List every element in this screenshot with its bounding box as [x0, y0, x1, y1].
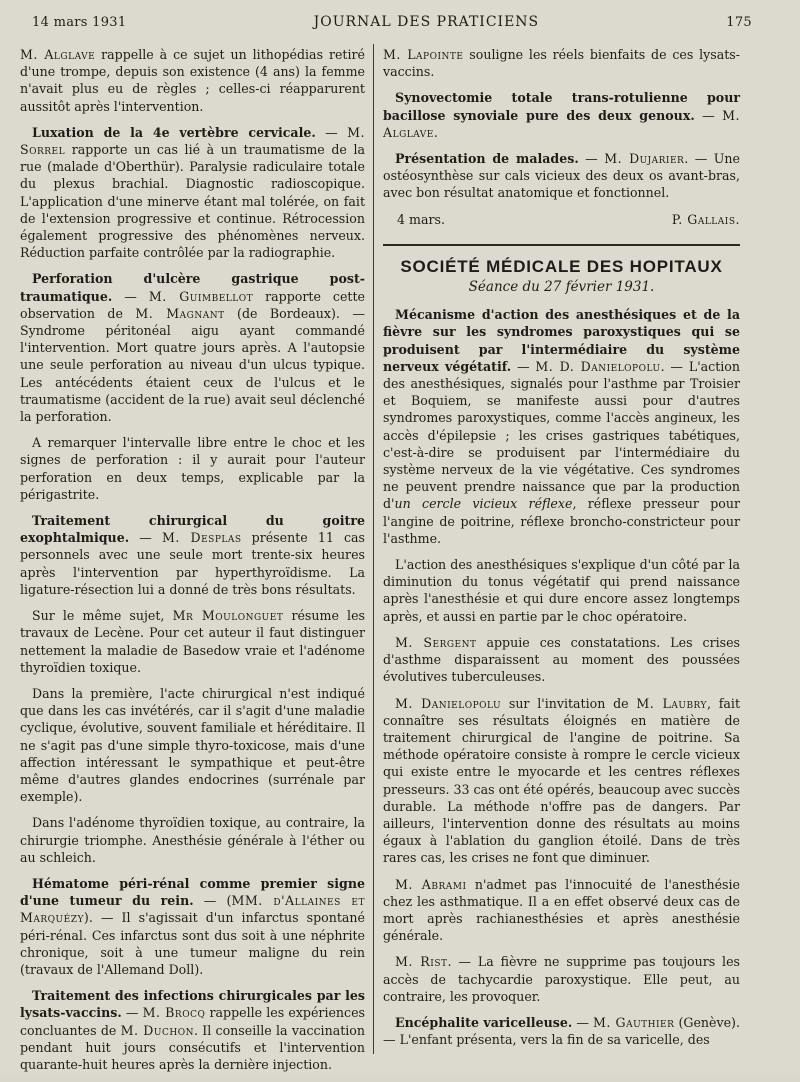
paragraph-encephalite: Encéphalite varicelleuse. — M. Gauthier (Genève). — L'enfant présenta, vers la fin de sa varicelle, des	[383, 1014, 740, 1048]
paragraph-abrami: M. Abrami n'admet pas l'innocuité de l'anesthésie chez les asthmatique. Il a en effet observé deux cas de mort après rachianesthésies et après anesthésie générale.	[383, 876, 740, 944]
section-heading: Luxation de la 4e vertèbre cervicale.	[32, 124, 316, 140]
paragraph-mecanisme: Mécanisme d'action des anesthésiques et de la fièvre sur les syndromes paroxystiques qui se produisent par l'intermédiaire du système nerveux végétatif. — M. D. Danielopolu. — L'action des anesthésiques, signalés pour l'asthme par Troisier et Boquiem, se manifeste aussi pour d'autres syndromes paroxystiques, comme l'accès angineux, les accès d'épilepsie ; les crises gastriques tabétiques, c'est-à-dire se produisent par l'intermédiaire du système nerveux de la vie végétative. Ces syndromes ne peuvent prendre naissance que par la production d'un cercle vicieux réflexe, réflexe presseur pour l'angine de poitrine, réflexe broncho-constricteur pour l'asthme.	[383, 307, 740, 546]
section-heading: Traitement chirurgical du goitre exophtalmique.	[20, 513, 365, 546]
right-column	[383, 46, 740, 1057]
paragraph-hematome: Hématome péri-rénal comme premier signe d'une tumeur du rein. — (MM. d'Allaines et Marquézy). — Il s'agissait d'un infarctus spontané péri-rénal. Ces infarctus sont dus soit à une néphrite chronique, soit à une tumeur maligne du rein (travaux de l'Allemand Doll).	[20, 875, 365, 977]
signature-date: 4 mars.	[397, 211, 445, 227]
paragraph-lysats: Traitement des infections chirurgicales par les lysats-vaccins. — M. Brocq rappelle les expériences concluantes de M. Duchon. Il conseille la vaccination pendant huit jours consécutifs et l'intervention quarante-huit heures après la dernière injection.	[20, 988, 366, 1072]
signature-line	[383, 211, 740, 228]
paragraph-rist: M. Rist. — La fièvre ne supprime pas toujours les accès de tachycardie paroxystique. Elle peut, au contraire, les provoquer.	[383, 954, 741, 1004]
paragraph-presentation: Présentation de malades. — M. Dujarier. — Une ostéosynthèse sur cals vicieux des deux os avant-bras, avec bon résultat anatomique et fonctionnel.	[383, 151, 740, 201]
section-rule	[383, 244, 740, 246]
section-heading: Présentation de malades.	[395, 151, 579, 167]
paragraph-danielopolu: M. Danielopolu sur l'invitation de M. Laubry, fait connaître ses résultats éloignés en matière de traitement chirurgical de l'angine de poitrine. Sa méthode opératoire consiste à rompre le cercle vicieux qui existe entre le myocarde et les centres réflexes presseurs. 33 cas ont été opérés, beaucoup avec succès durable. La méthode n'offre pas de dangers. Par ailleurs, l'intervention donne des résultats au moins égaux à l'ablation du ganglion étoilé. Dans de très rares cas, les crises ne font que diminuer.	[383, 695, 741, 866]
paragraph-premiere: Dans la première, l'acte chirurgical n'est indiqué que dans les cas invétérés, car il s'agit d'une maladie cyclique, évolutive, souvent familiale et héréditaire. Il ne s'agit pas d'une simple thyro-toxicose, mais d'une affection intéressant le sympathique et peut-être même d'autres glandes endocrines (surrénale par exemple).	[20, 685, 365, 805]
paragraph-luxation: Luxation de la 4e vertèbre cervicale. — M. Sorrel rapporte un cas lié à un traumatisme de la rue (malade d'Oberthür). Paralysie radiculaire totale du plexus brachial. Diagnostic radioscopique. L'application d'une minerve étant mal tolérée, on fait de l'extension progressive et continue. Rétrocession également progressive des phénomènes nerveux. Réduction parfaite contrôlée par la radiographie.	[20, 124, 365, 261]
journal-title: JOURNAL DES PRATICIENS	[313, 14, 540, 30]
page-number: 175	[726, 15, 752, 30]
society-heading: SOCIÉTÉ MÉDICALE DES HOPITAUX	[400, 256, 723, 276]
paragraph-action: L'action des anesthésiques s'explique d'un côté par la diminution du tonus végétatif qui prend naissance après l'anesthésie et qui dure encore assez longtemps après, et aussi en partie par le choc opératoire.	[383, 557, 740, 624]
paragraph-synovectomie: Synovectomie totale trans-rotulienne pour bacillose synoviale pure des deux genoux. — M. Alglave.	[383, 90, 740, 140]
paragraph-alglave: M. Alglave rappelle à ce sujet un lithopédias retiré d'une trompe, depuis son existence (4 ans) la femme n'avait plus eu de règles ; celles-ci réapparurent aussitôt après l'intervention.	[20, 47, 365, 114]
section-heading: Mécanisme d'action des anesthésiques et de la fièvre sur les syndromes paroxystiques qui se produisent par l'intermédiaire du système nerveux végétatif.	[383, 307, 740, 374]
session-date: Séance du 27 février 1931.	[468, 279, 655, 296]
section-heading: Encéphalite varicelleuse.	[395, 1014, 573, 1030]
header-date: 14 mars 1931	[32, 15, 127, 30]
section-heading: Hématome péri-rénal comme premier signe d'une tumeur du rein.	[20, 875, 365, 909]
paragraph-moulonguet: Sur le même sujet, Mr Moulonguet résume les travaux de Lecène. Pour cet auteur il faut distinguer nettement la maladie de Basedow vraie et l'adénome thyroïdien toxique.	[20, 608, 365, 675]
paragraph-perforation: Perforation d'ulcère gastrique post-traumatique. — M. Guimbellot rapporte cette observation de M. Magnant (de Bordeaux). — Syndrome péritonéal aigu ayant commandé l'intervention. Mort quatre jours après. A l'autopsie une seule perforation au niveau d'un ulcus typique. Les antécédents étaient ceux de l'ulcus et le traumatisme (accident de la rue) avait seul déclenché la perforation.	[20, 271, 365, 425]
section-heading: Synovectomie totale trans-rotulienne pour bacillose synoviale pure des deux genoux.	[383, 90, 740, 123]
paragraph-adenome: Dans l'adénome thyroïdien toxique, au contraire, la chirurgie triomphe. Anesthésie générale à l'éther ou au schleich.	[20, 815, 365, 865]
paragraph-goitre: Traitement chirurgical du goitre exophtalmique. — M. Desplas présente 11 cas personnels avec une seule mort trente-six heures après l'intervention par hyperthyroïdisme. La ligature-résection lui a donné de très bons résultats.	[20, 513, 365, 597]
section-heading: Traitement des infections chirurgicales par les lysats-vaccins.	[20, 988, 365, 1021]
paragraph-sergent: M. Sergent appuie ces constatations. Les crises d'asthme disparaissent au moment des poussées évolutives tuberculeuses.	[383, 634, 740, 685]
page-header	[32, 14, 752, 36]
signature-author: P. Gallais.	[671, 211, 740, 227]
left-column	[20, 46, 365, 1082]
section-heading: Perforation d'ulcère gastrique post-traumatique.	[20, 271, 365, 304]
paragraph-remarque: A remarquer l'intervalle libre entre le choc et les signes de perforation : il y aurait pour l'auteur perforation en deux temps, explicable par la périgastrite.	[20, 435, 365, 502]
paragraph-lapointe: M. Lapointe souligne les réels bienfaits de ces lysats-vaccins.	[383, 47, 740, 80]
column-divider	[373, 44, 374, 1054]
